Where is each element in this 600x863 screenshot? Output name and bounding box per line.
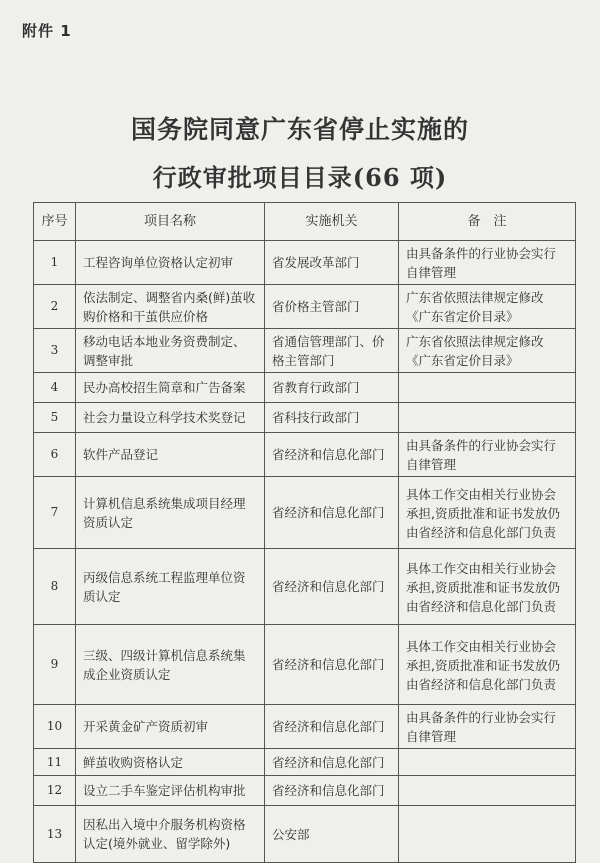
remark (399, 373, 576, 403)
row-number: 9 (34, 625, 76, 705)
table-row (34, 549, 576, 625)
row-number: 8 (34, 549, 76, 625)
remark (399, 749, 576, 776)
remark: 由具备条件的行业协会实行自律管理 (399, 433, 576, 477)
item-name: 丙级信息系统工程监理单位资质认定 (76, 549, 265, 625)
implementing-agency: 省经济和信息化部门 (265, 749, 399, 776)
row-number: 5 (34, 403, 76, 433)
table-row (34, 625, 576, 705)
header-name: 项目名称 (76, 203, 265, 241)
remark (399, 403, 576, 433)
table-row (34, 776, 576, 806)
implementing-agency: 省通信管理部门、价格主管部门 (265, 329, 399, 373)
attachment-label: 附件 1 (22, 22, 72, 40)
implementing-agency: 省科技行政部门 (265, 403, 399, 433)
row-number: 10 (34, 705, 76, 749)
remark: 广东省依照法律规定修改《广东省定价目录》 (399, 329, 576, 373)
implementing-agency: 省价格主管部门 (265, 285, 399, 329)
row-number: 3 (34, 329, 76, 373)
remark: 广东省依照法律规定修改《广东省定价目录》 (399, 285, 576, 329)
row-number: 6 (34, 433, 76, 477)
row-number: 1 (34, 241, 76, 285)
implementing-agency: 省经济和信息化部门 (265, 549, 399, 625)
remark: 由具备条件的行业协会实行自律管理 (399, 705, 576, 749)
item-name: 设立二手车鉴定评估机构审批 (76, 776, 265, 806)
table-row (34, 373, 576, 403)
remark (399, 776, 576, 806)
row-number: 7 (34, 477, 76, 549)
table-row (34, 329, 576, 373)
row-number: 12 (34, 776, 76, 806)
table-row (34, 433, 576, 477)
item-name: 社会力量设立科学技术奖登记 (76, 403, 265, 433)
implementing-agency: 公安部 (265, 806, 399, 863)
row-number: 11 (34, 749, 76, 776)
table-row (34, 705, 576, 749)
table-row (34, 749, 576, 776)
remark: 具体工作交由相关行业协会承担,资质批准和证书发放仍由省经济和信息化部门负责 (399, 549, 576, 625)
table-row (34, 241, 576, 285)
implementing-agency: 省经济和信息化部门 (265, 776, 399, 806)
header-no: 序号 (34, 203, 76, 241)
document-title-line2: 行政审批项目目录(66 项) (152, 163, 448, 192)
implementing-agency: 省经济和信息化部门 (265, 433, 399, 477)
table-row (34, 285, 576, 329)
header-note: 备 注 (399, 203, 576, 241)
remark: 由具备条件的行业协会实行自律管理 (399, 241, 576, 285)
item-name: 软件产品登记 (76, 433, 265, 477)
row-number: 4 (34, 373, 76, 403)
item-name: 计算机信息系统集成项目经理资质认定 (76, 477, 265, 549)
item-name: 因私出入境中介服务机构资格认定(境外就业、留学除外) (76, 806, 265, 863)
item-name: 三级、四级计算机信息系统集成企业资质认定 (76, 625, 265, 705)
implementing-agency: 省经济和信息化部门 (265, 477, 399, 549)
table-header-row (34, 203, 576, 241)
implementing-agency: 省教育行政部门 (265, 373, 399, 403)
remark: 具体工作交由相关行业协会承担,资质批准和证书发放仍由省经济和信息化部门负责 (399, 625, 576, 705)
table-row (34, 403, 576, 433)
item-name: 民办高校招生简章和广告备案 (76, 373, 265, 403)
item-name: 依法制定、调整省内桑(鲜)茧收购价格和干茧供应价格 (76, 285, 265, 329)
item-name: 鲜茧收购资格认定 (76, 749, 265, 776)
document-title-line1: 国务院同意广东省停止实施的 (130, 115, 469, 144)
remark: 具体工作交由相关行业协会承担,资质批准和证书发放仍由省经济和信息化部门负责 (399, 477, 576, 549)
item-name: 工程咨询单位资格认定初审 (76, 241, 265, 285)
table-row (34, 477, 576, 549)
row-number: 13 (34, 806, 76, 863)
implementing-agency: 省经济和信息化部门 (265, 705, 399, 749)
item-name: 开采黄金矿产资质初审 (76, 705, 265, 749)
row-number: 2 (34, 285, 76, 329)
approval-items-table (33, 202, 576, 863)
item-name: 移动电话本地业务资费制定、调整审批 (76, 329, 265, 373)
header-agency: 实施机关 (265, 203, 399, 241)
implementing-agency: 省经济和信息化部门 (265, 625, 399, 705)
implementing-agency: 省发展改革部门 (265, 241, 399, 285)
